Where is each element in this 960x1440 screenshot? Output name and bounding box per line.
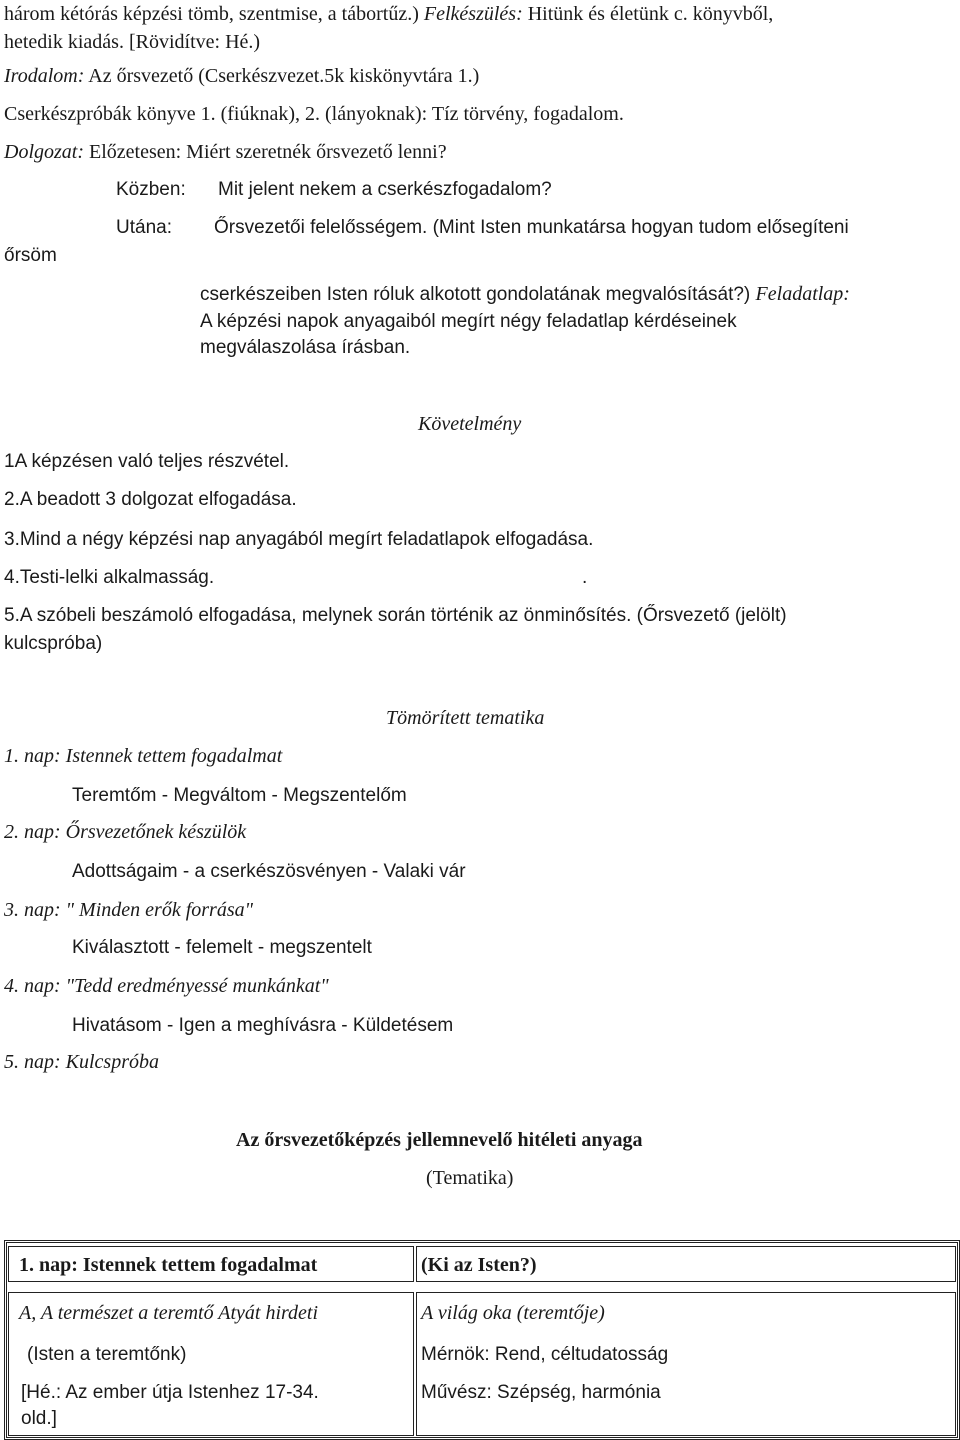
day-4-title: 4. nap: "Tedd eredményessé munkánkat" — [4, 975, 329, 997]
day-2-sub: Adottságaim - a cserkészösvényen - Valaki vár — [72, 861, 466, 882]
felkeszules-label: Felkészülés: — [423, 3, 523, 25]
section-subtitle: (Tematika) — [426, 1167, 514, 1189]
feladatlap-label: Feladatlap: — [755, 283, 850, 305]
cont-line-2: A képzési napok anyagaiból megírt négy feladatlap kérdéseinek — [200, 311, 737, 332]
cont-text-1: cserkészeiben Isten róluk alkotott gondolatának megvalósítását?) — [200, 284, 751, 305]
utana-text: Őrsvezetői felelősségem. (Mint Isten munkatársa hogyan tudom elősegíteni — [214, 217, 849, 238]
kovetelmeny-item-1: 1A képzésen való teljes részvétel. — [4, 451, 290, 472]
day-1-title: 1. nap: Istennek tettem fogadalmat — [4, 745, 283, 767]
kovetelmeny-item-4: 4.Testi-lelki alkalmasság. — [4, 567, 215, 588]
irodalom-line — [4, 64, 479, 88]
cont-line-3: megválaszolása írásban. — [200, 337, 411, 358]
intro-text: három kétórás képzési tömb, szentmise, a tábortűz.) — [4, 3, 419, 25]
day-3-sub: Kiválasztott - felemelt - megszentelt — [72, 937, 372, 958]
cont-line-1 — [200, 282, 850, 307]
table-left-line-3: [Hé.: Az ember útja Istenhez 17-34. — [21, 1382, 319, 1403]
kovetelmeny-item-3: 3.Mind a négy képzési nap anyagából megírt feladatlapok elfogadása. — [4, 529, 594, 550]
kovetelmeny-item-2: 2.A beadott 3 dolgozat elfogadása. — [4, 489, 297, 510]
dolgozat-text: Előzetesen: Miért szeretnék őrsvezető lenni? — [89, 141, 447, 163]
kovetelmeny-item-4-dot: . — [582, 567, 588, 588]
day-4-sub: Hivatásom - Igen a meghívásra - Küldetésem — [72, 1015, 454, 1036]
irodalom-text: Az őrsvezető (Cserkészvezet.5k kiskönyvtára 1.) — [88, 65, 480, 87]
table-body-right — [416, 1292, 956, 1436]
table-header-right-text: (Ki az Isten?) — [421, 1254, 537, 1276]
kovetelmeny-item-5-cont: kulcspróba) — [4, 633, 103, 654]
table-header-left — [8, 1246, 414, 1282]
table-left-line-4: old.] — [21, 1408, 57, 1429]
table-right-line-1: A világ oka (teremtője) — [421, 1302, 605, 1324]
day-3-title: 3. nap: " Minden erők forrása" — [4, 899, 253, 921]
kozben-text: Mit jelent nekem a cserkészfogadalom? — [218, 179, 552, 200]
utana-label: Utána: — [116, 217, 172, 238]
kovetelmeny-item-5: 5.A szóbeli beszámoló elfogadása, melynek során történik az önminősítés. (Őrsvezető (jelölt) — [4, 605, 787, 626]
table-header-right — [416, 1246, 956, 1282]
felkeszules-text: Hitünk és életünk c. könyvből, — [527, 3, 774, 25]
kozben-label: Közben: — [116, 179, 186, 200]
table-body-left — [8, 1292, 414, 1436]
day-1-sub: Teremtőm - Megváltom - Megszentelőm — [72, 785, 407, 806]
table-right-line-3: Művész: Szépség, harmónia — [421, 1382, 661, 1403]
cserkeszprobak-line: Cserkészpróbák könyve 1. (fiúknak), 2. (lányoknak): Tíz törvény, fogadalom. — [4, 103, 624, 125]
irodalom-label: Irodalom: — [4, 65, 85, 87]
table-left-line-1: A, A természet a teremtő Atyát hirdeti — [19, 1302, 319, 1324]
day-5-title: 5. nap: Kulcspróba — [4, 1051, 159, 1073]
dolgozat-label: Dolgozat: — [4, 141, 84, 163]
kovetelmeny-heading: Követelmény — [418, 413, 522, 435]
dolgozat-line — [4, 140, 447, 164]
intro-line-1 — [4, 2, 773, 26]
table-right-line-2: Mérnök: Rend, céltudatosság — [421, 1344, 669, 1365]
table-left-line-2: (Isten a teremtőnk) — [27, 1344, 187, 1365]
intro-line-2: hetedik kiadás. [Rövidítve: Hé.) — [4, 31, 261, 53]
orsom-text: őrsöm — [4, 245, 57, 266]
table-header-left-text: 1. nap: Istennek tettem fogadalmat — [19, 1254, 318, 1276]
day-2-title: 2. nap: Őrsvezetőnek készülök — [4, 821, 247, 843]
tematika-heading: Tömörített tematika — [386, 707, 545, 729]
section-title: Az őrsvezetőképzés jellemnevelő hitéleti anyaga — [236, 1129, 643, 1151]
